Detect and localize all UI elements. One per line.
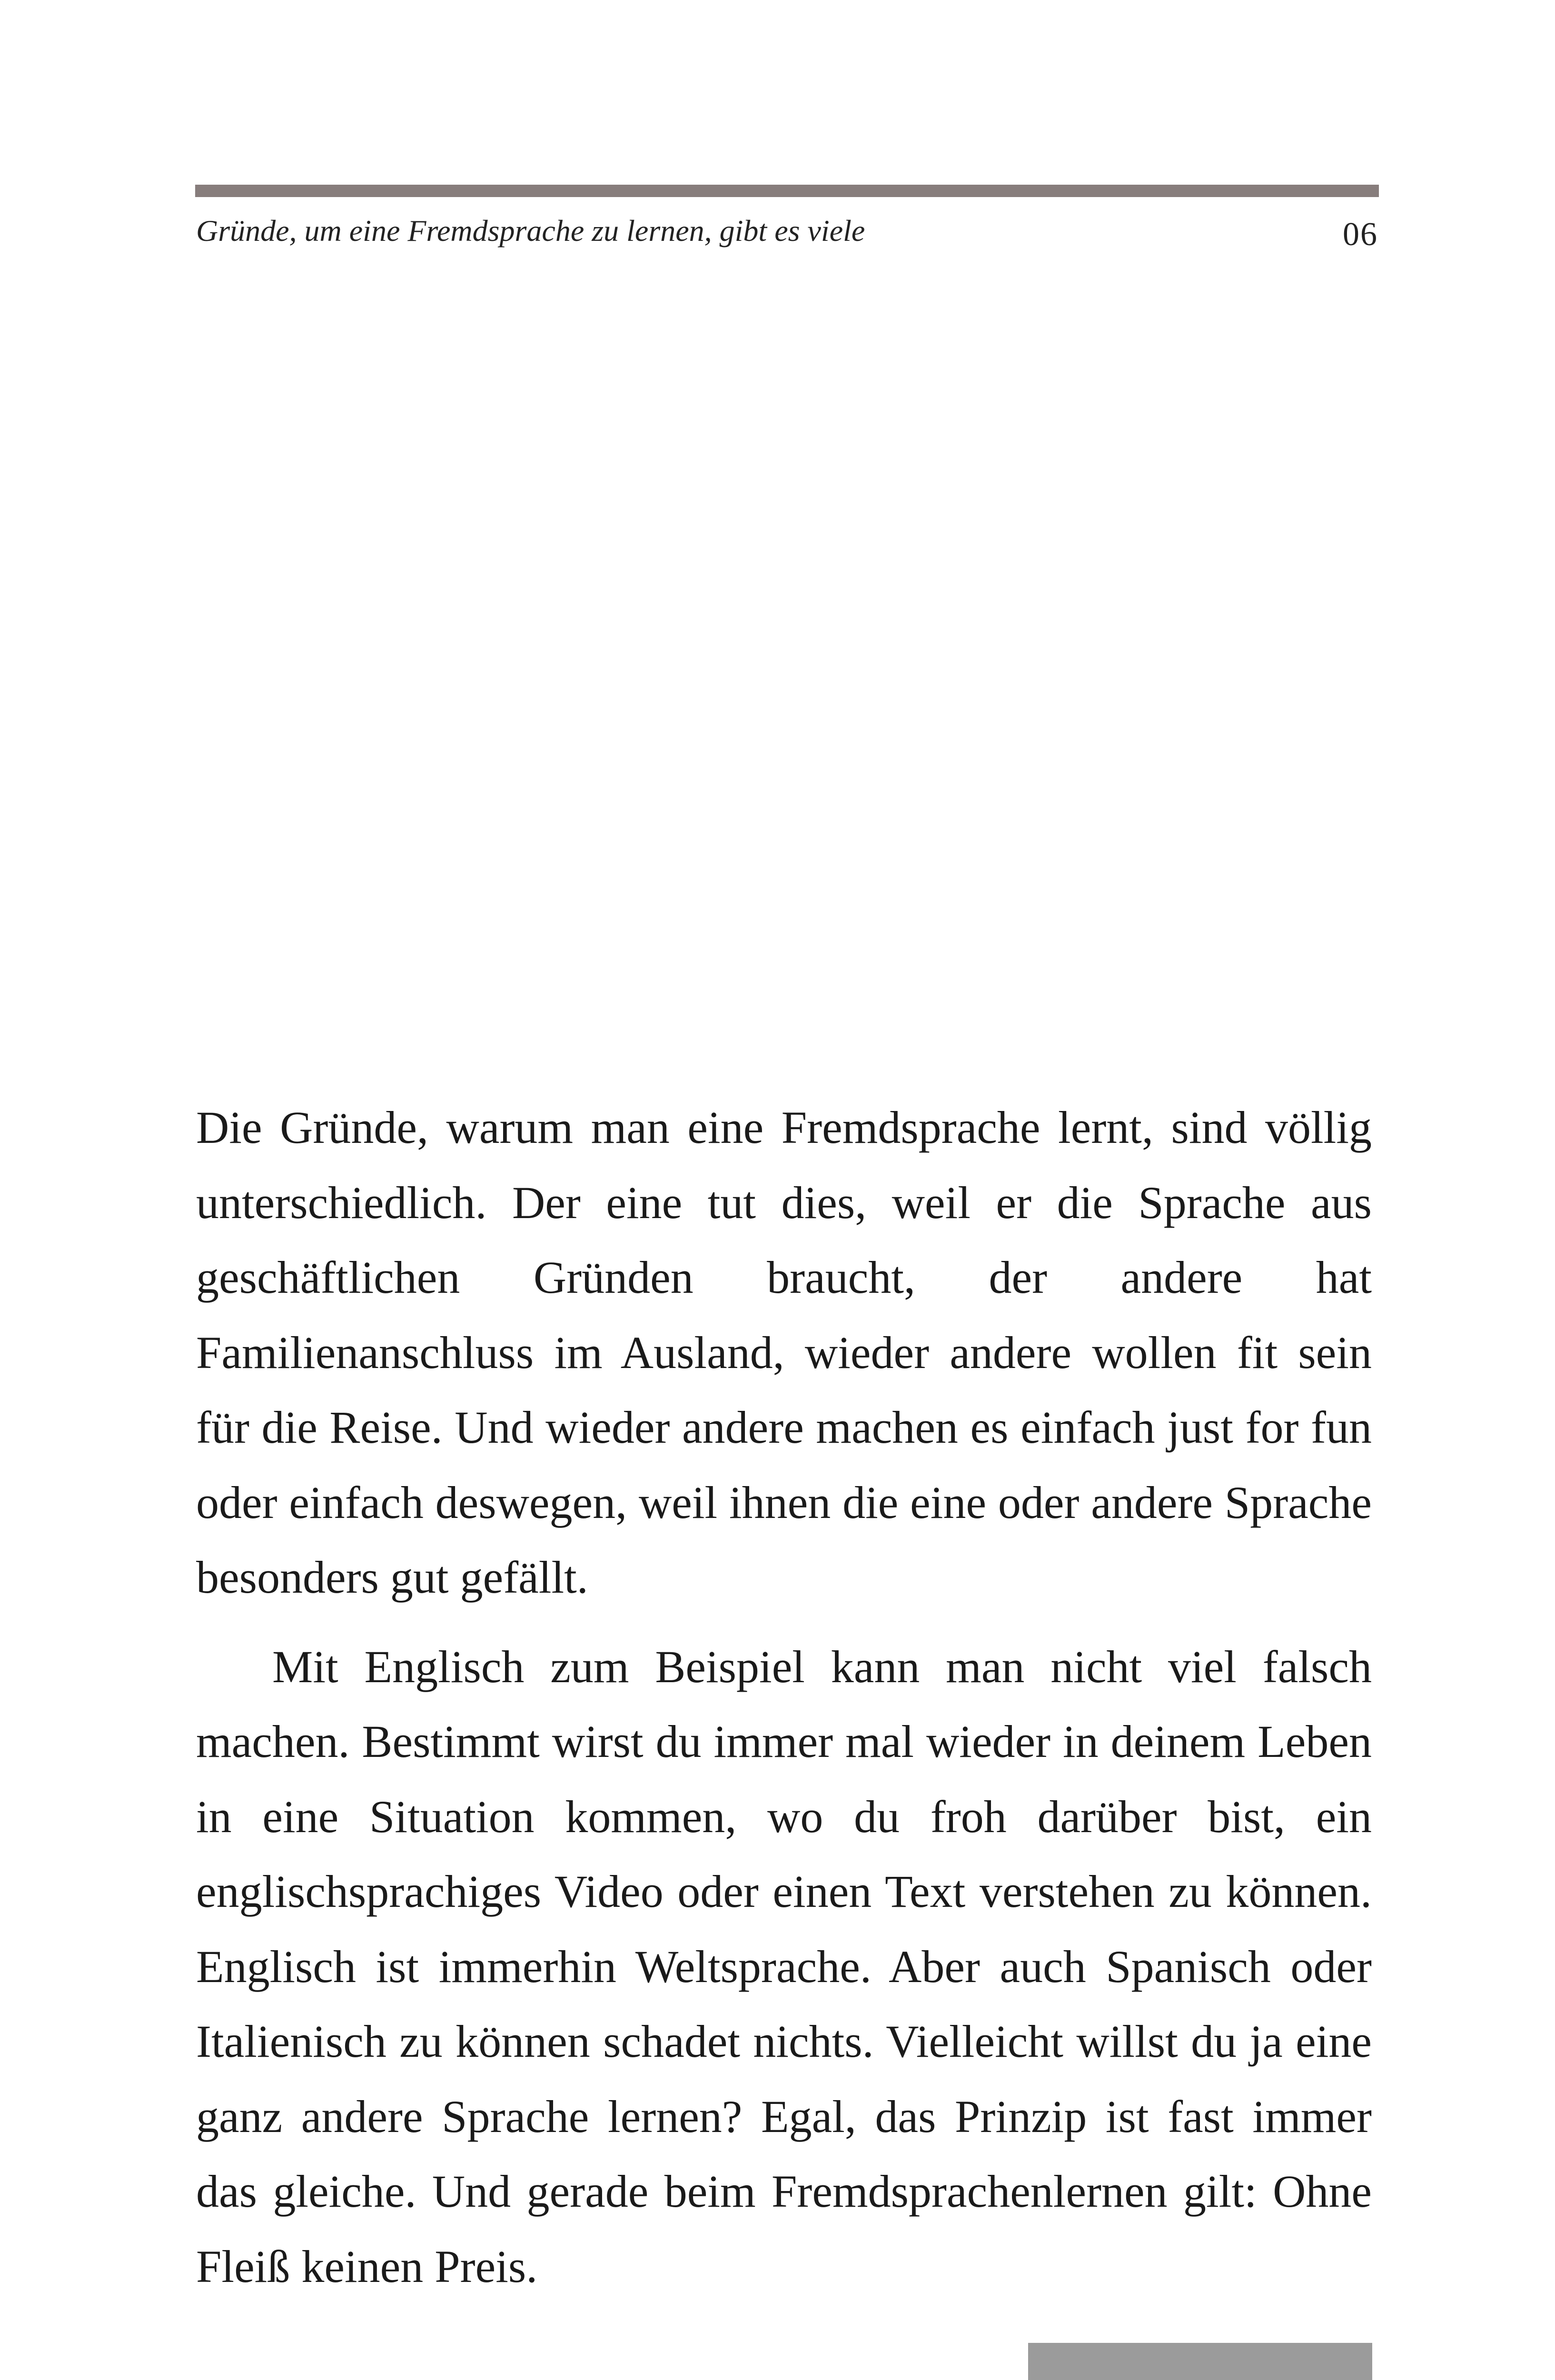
running-title: Gründe, um eine Fremdsprache zu lernen, gibt es viele bbox=[196, 214, 865, 248]
page-number: 06 bbox=[1343, 216, 1378, 253]
paragraph-2: Mit Englisch zum Beispiel kann man nicht viel falsch machen. Bestimmt wirst du immer mal wieder in deinem Leben in eine Situation kommen, wo du froh darüber bist, ein englischsprachiges Video oder einen Text verstehen zu können. Englisch ist immerhin Weltsprache. Aber auch Spanisch oder Italienisch zu können schadet nichts. Vielleicht willst du ja eine ganz andere Sprache lernen? Egal, das Prinzip ist fast immer das gleiche. Und gerade beim Fremdsprachenlernen gilt: Ohne Fleiß keinen Preis. bbox=[196, 1641, 1372, 2292]
body-text bbox=[196, 1090, 1372, 2304]
header-rule bbox=[195, 185, 1379, 197]
paragraph-1: Die Gründe, warum man eine Fremdsprache lernt, sind völlig unterschiedlich. Der eine tut dies, weil er die Sprache aus geschäftlichen Gründen braucht, der andere hat Familienanschluss im Ausland, wieder andere wollen fit sein für die Reise. Und wieder andere machen es einfach just for fun oder einfach deswegen, weil ihnen die eine oder andere Sprache besonders gut gefällt. bbox=[196, 1102, 1372, 1603]
footer-block bbox=[1028, 2343, 1372, 2380]
